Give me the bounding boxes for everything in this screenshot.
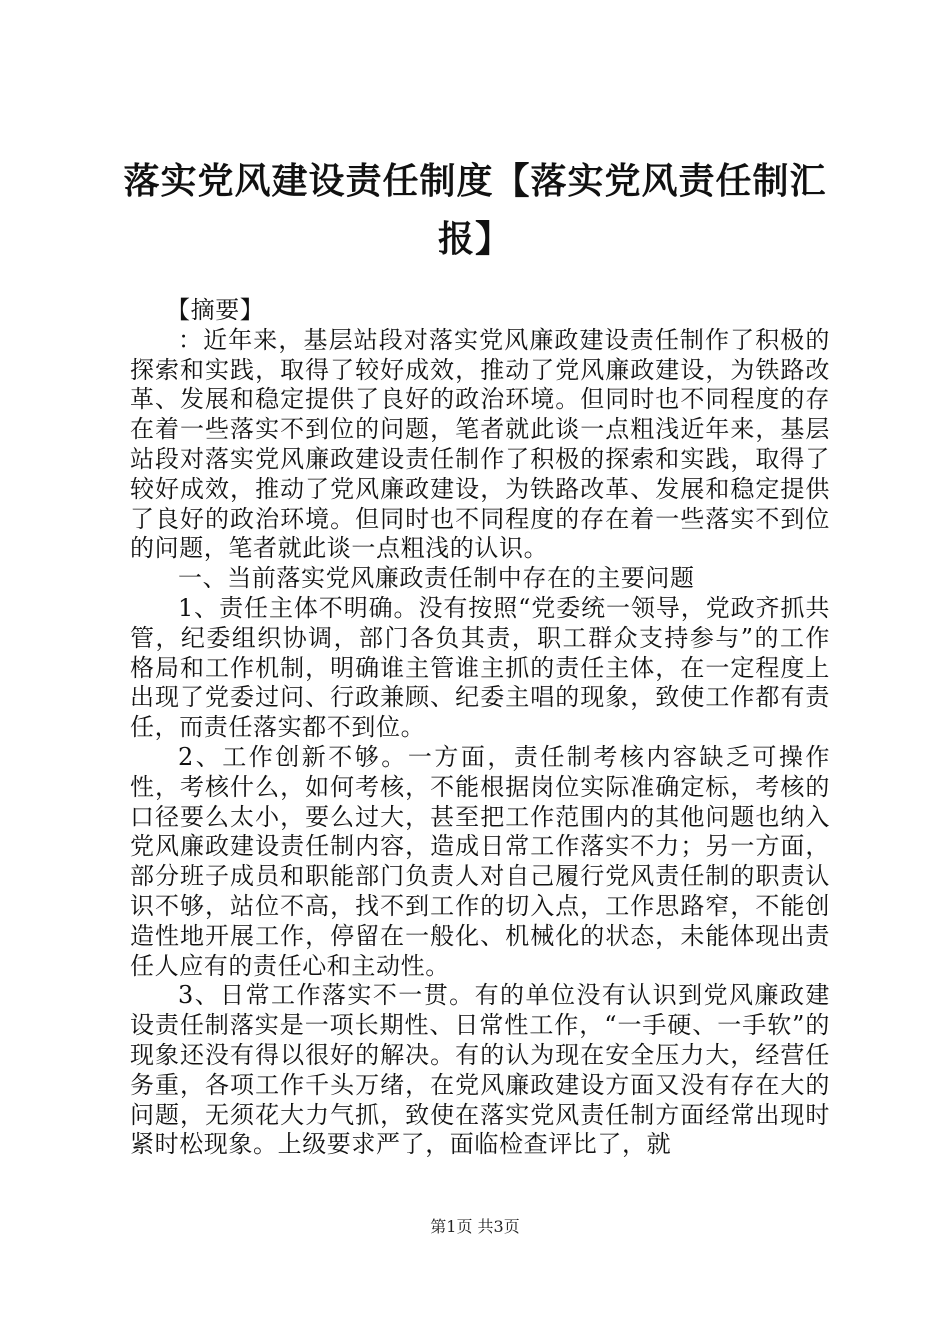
document-title: 落实党风建设责任制度【落实党风责任制汇报】 [123,160,827,260]
body-paragraph: 2、工作创新不够。一方面，责任制考核内容缺乏可操作性，考核什么，如何考核，不能根据岗位实际准确定标，考核的口径要么太小，要么过大，甚至把工作范围内的其他问题也纳入党风廉政建设责任制内容，造成日常工作落实不力；另一方面，部分班子成员和职能部门负责人对自己履行党风责任制的职责认识不够，站位不高，找不到工作的切入点，工作思路窄，不能创造性地开展工作，停留在一般化、机械化的状态，未能体现出责任人应有的责任心和主动性。 [130,742,830,980]
abstract-heading: 【摘要】 [166,296,265,324]
section-heading: 一、当前落实党风廉政责任制中存在的主要问题 [178,564,695,593]
body-paragraph: 3、日常工作落实不一贯。有的单位没有认识到党风廉政建设责任制落实是一项长期性、日常性工作，“一手硬、一手软”的现象还没有得以很好的解决。有的认为现在安全压力大，经营任务重，各项工作千头万绪，在党风廉政建设方面又没有存在大的问题，无须花大力气抓，致使在落实党风责任制方面经常出现时紧时松现象。上级要求严了，面临检查评比了，就 [130,981,830,1159]
body-paragraph: 1、责任主体不明确。没有按照“党委统一领导，党政齐抓共管，纪委组织协调，部门各负其责，职工群众支持参与”的工作格局和工作机制，明确谁主管谁主抓的责任主体，在一定程度上出现了党委过问、行政兼顾、纪委主唱的现象，致使工作都有责任，而责任落实都不到位。 [130,593,830,742]
page-number: 第1页 共3页 [430,1217,520,1236]
abstract-paragraph: ：近年来，基层站段对落实党风廉政建设责任制作了积极的探索和实践，取得了较好成效，推动了党风廉政建设，为铁路改革、发展和稳定提供了良好的政治环境。但同时也不同程度的存在着一些落实不到位的问题，笔者就此谈一点粗浅近年来，基层站段对落实党风廉政建设责任制作了积极的探索和实践，取得了较好成效，推动了党风廉政建设，为铁路改革、发展和稳定提供了良好的政治环境。但同时也不同程度的存在着一些落实不到位的问题，笔者就此谈一点粗浅的认识。 [130,325,830,563]
document-body [130,296,830,1160]
